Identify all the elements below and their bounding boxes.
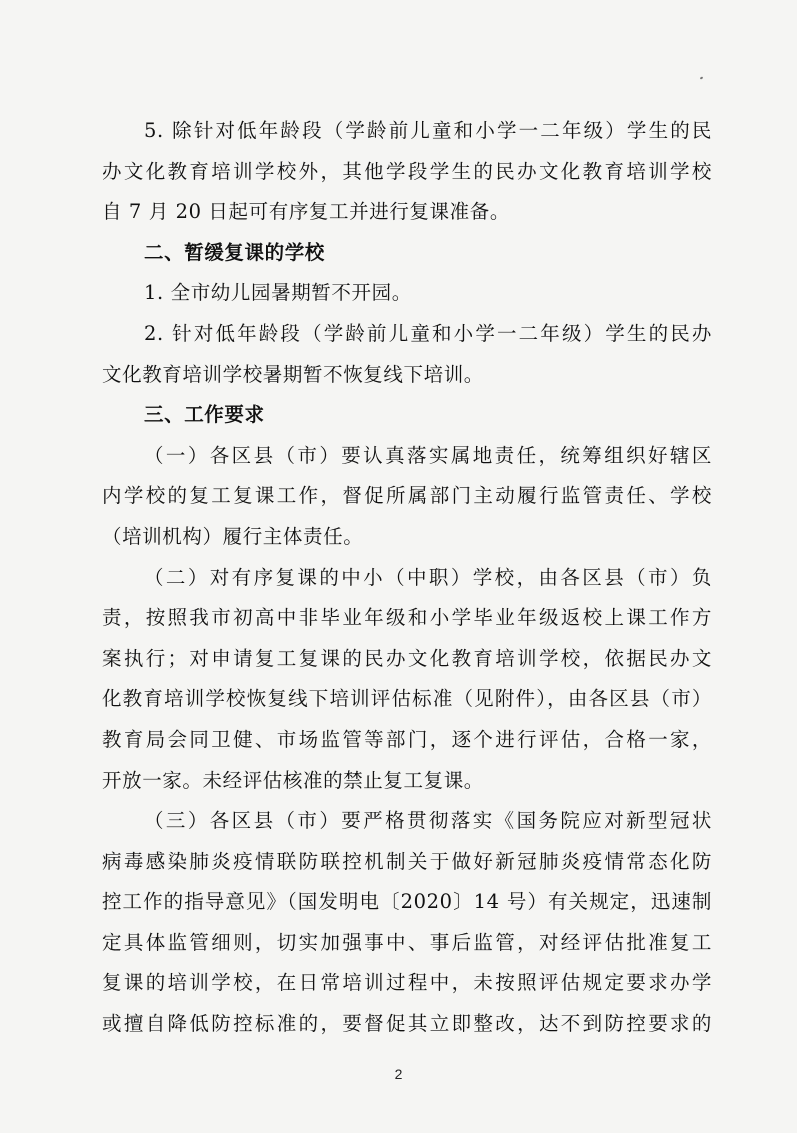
paragraph-line: 自 7 月 20 日起可有序复工并进行复课准备。 — [102, 200, 510, 224]
paragraph-line: 病毒感染肺炎疫情联防联控机制关于做好新冠肺炎疫情常态化防 — [102, 849, 712, 873]
section-heading-3: 三、工作要求 — [144, 403, 265, 427]
paragraph-line: 开放一家。未经评估核准的禁止复工复课。 — [102, 768, 484, 792]
paragraph-line: 办文化教育培训学校外，其他学段学生的民办文化教育培训学校 — [102, 159, 712, 183]
paragraph-line: 案执行；对申请复工复课的民办文化教育培训学校，依据民办文 — [102, 646, 712, 670]
paragraph-line: （培训机构）履行主体责任。 — [102, 524, 364, 548]
paragraph-line: 复课的培训学校，在日常培训过程中，未按照评估规定要求办学 — [102, 971, 712, 995]
page-number: 2 — [394, 1066, 403, 1082]
section-heading-2: 二、暂缓复课的学校 — [144, 240, 325, 264]
paragraph-line: 5. 除针对低年龄段（学龄前儿童和小学一二年级）学生的民 — [144, 119, 712, 142]
paragraph-line: 或擅自降低防控标准的，要督促其立即整改，达不到防控要求的 — [102, 1012, 712, 1036]
paragraph-line: 2. 针对低年龄段（学龄前儿童和小学一二年级）学生的民办 — [144, 321, 712, 345]
document-body — [102, 111, 712, 1045]
paragraph-line: （二）对有序复课的中小（中职）学校，由各区县（市）负 — [144, 565, 712, 589]
paragraph-line: 文化教育培训学校暑期暂不恢复线下培训。 — [102, 362, 484, 386]
paragraph-line: 内学校的复工复课工作，督促所属部门主动履行监管责任、学校 — [102, 484, 712, 508]
paragraph-line: （三）各区县（市）要严格贯彻落实《国务院应对新型冠状 — [144, 809, 712, 833]
paragraph-line: 化教育培训学校恢复线下培训评估标准（见附件），由各区县（市） — [102, 687, 712, 711]
paragraph-line: 责，按照我市初高中非毕业年级和小学毕业年级返校上课工作方 — [102, 606, 712, 630]
paragraph-line: 教育局会同卫健、市场监管等部门，逐个进行评估，合格一家， — [102, 727, 712, 751]
scan-speck — [700, 76, 704, 79]
paragraph-line: 控工作的指导意见》（国发明电〔2020〕14 号）有关规定，迅速制 — [102, 890, 712, 914]
paragraph-line: 1. 全市幼儿园暑期暂不开园。 — [144, 281, 412, 305]
paragraph-line: （一）各区县（市）要认真落实属地责任，统筹组织好辖区 — [144, 443, 712, 467]
paragraph-line: 定具体监管细则，切实加强事中、事后监管，对经评估批准复工 — [102, 930, 712, 954]
